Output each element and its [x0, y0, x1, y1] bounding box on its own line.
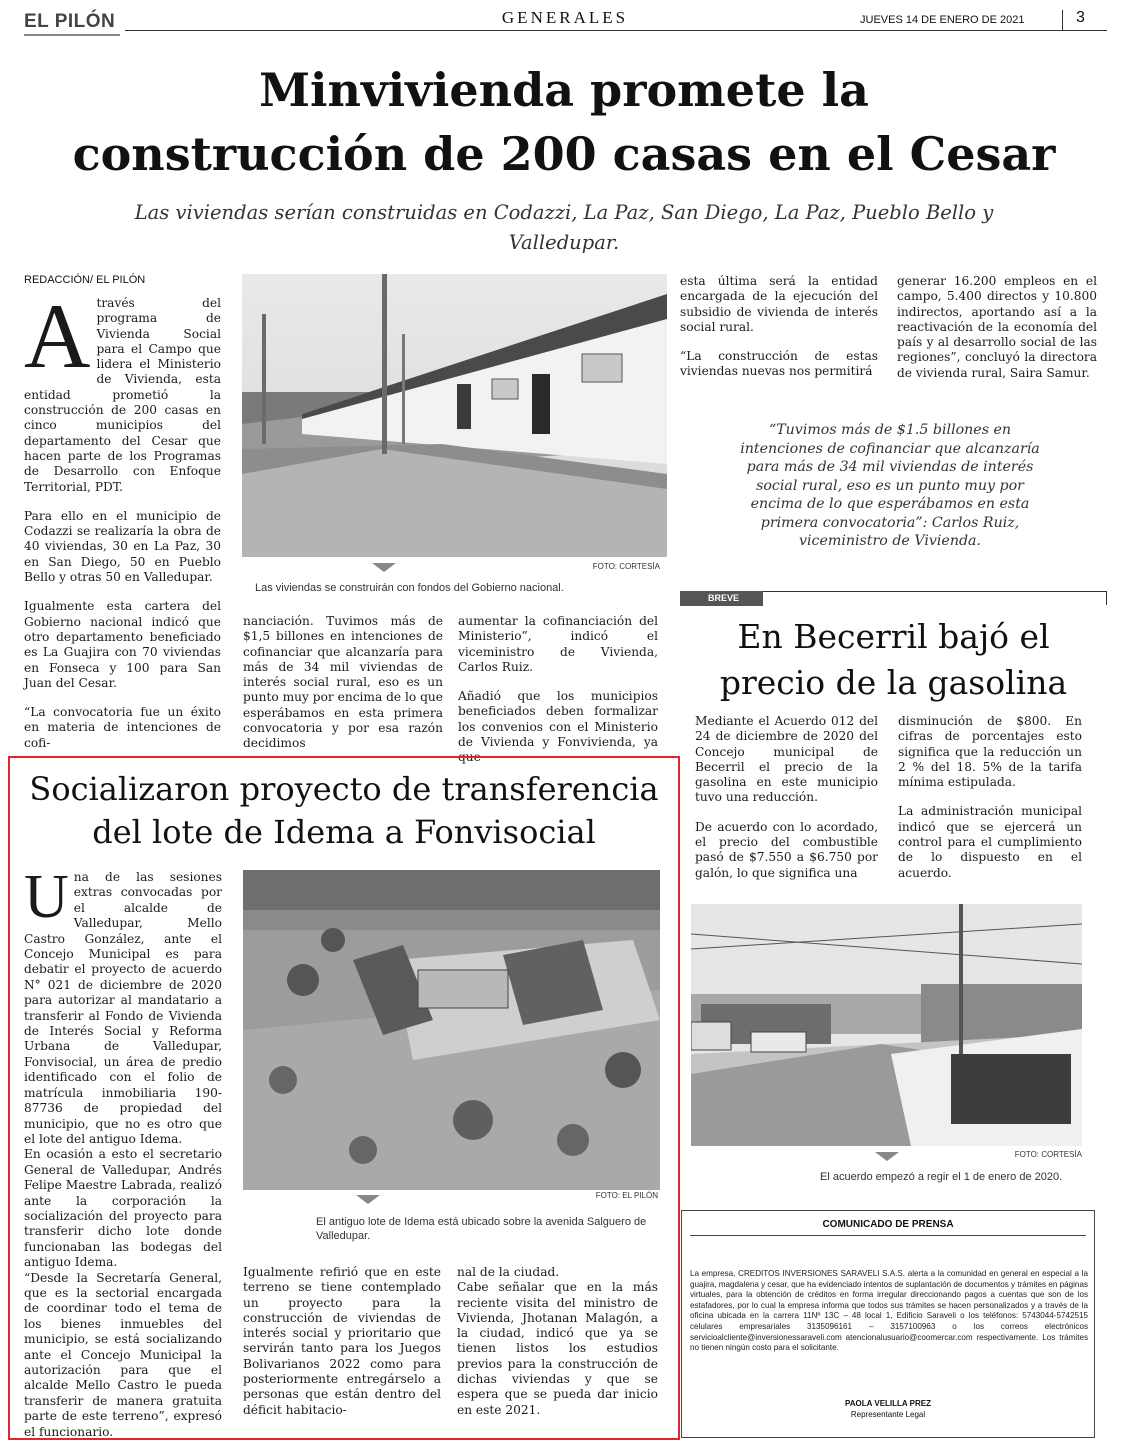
main-col-1 — [24, 285, 221, 765]
main-col2-p1: nanciación. Tuvimos más de $1,5 billones en intenciones de cofinanciar que alcanzaría para más de 34 mil viviendas de interés social rural, eso es un punto muy por encima de lo que esperábamos en esta primera convocatoria y por esa razón decidimos — [243, 614, 443, 751]
main-col3-p1: aumentar la cofinanciación del Ministerio”, indicó el viceministro de Vivienda, Carlos Ruiz. — [458, 614, 658, 674]
main-col5-p1: generar 16.200 empleos en el campo, 5.400 directos y 10.800 indirectos, aportando así a la reactivación de la economía del país y al desarrollo social de las regiones”, concluyó la directora de vivienda rural, Saira Samur. — [897, 274, 1097, 380]
header-rule — [125, 30, 1107, 31]
houses-photo-caption: Las viviendas se construirán con fondos del Gobierno nacional. — [255, 582, 564, 594]
street-caption-pointer — [875, 1152, 899, 1161]
brief-col2-p1: disminución de $800. En cifras de porcentajes esto significa que la reducción un 2 % del 18. 5% de la tarifa mínima estipulada. — [898, 714, 1082, 790]
byline: REDACCIÓN/ EL PILÓN — [24, 274, 146, 286]
idema-col-1 — [24, 863, 222, 1440]
issue-date: JUEVES 14 DE ENERO DE 2021 — [860, 14, 1025, 26]
notice-box — [681, 1210, 1095, 1438]
houses-photo-credit: FOTO: CORTESÍA — [592, 562, 660, 571]
main-col-2 — [243, 614, 443, 766]
idema-col1-p1: na de las sesiones extras convocadas por el alcalde de Valledupar, Mello Castro González, ante el Concejo Municipal es para debatir el proyecto de acuerdo N° 021 de diciembre de 2020 para autorizar al mandatario a transferir al Fondo de Vivienda de Interés Social y Reforma Urbana de Valledupar, Fonvisocial, un área de predio identificado con el folio de matrícula inmobiliaria 190- 87736 de propiedad del municipio, que no es otro que el lote del antiguo Idema. — [24, 870, 222, 1146]
main-subtitle — [0, 198, 1128, 258]
main-col-5 — [897, 274, 1097, 395]
main-subtitle-line1: Las viviendas serían construidas en Codazzi, La Paz, San Diego, La Paz, Pueblo Bello y — [134, 201, 994, 224]
header-divider — [1062, 10, 1063, 30]
houses-photo-illustration — [242, 274, 667, 557]
notice-title-rule — [690, 1235, 1086, 1236]
main-col1-p3: Igualmente esta cartera del Gobierno nacional indicó que otro departamento beneficiado es La Guajira con 70 viviendas en Fonseca y 100 para San Juan del Cesar. — [24, 599, 221, 690]
notice-signer-title: Representante Legal — [850, 1410, 926, 1419]
aerial-caption-pointer — [356, 1195, 380, 1204]
street-photo-illustration — [691, 904, 1082, 1146]
brief-col1-p2: De acuerdo con lo acordado, el precio del combustible pasó de $7.550 a $6.750 por galón, lo que significa una — [695, 819, 878, 880]
main-col-4 — [680, 274, 878, 394]
idema-col3-p2: Cabe señalar que en la más reciente visita del ministro de Vivienda, Jhotanan Malagón, a la ciudad, indicó que ya se tienen listos los estudios previos para la construcción de dichas viviendas y que se espera que se pueda dar inicio en este 2021. — [457, 1280, 658, 1417]
brief-headline-line2: precio de la gasolina — [719, 663, 1068, 702]
notice-title: COMUNICADO DE PRENSA — [822, 1219, 954, 1230]
main-headline — [0, 58, 1128, 186]
brief-headline-line1: En Becerril bajó el — [737, 617, 1050, 656]
dropcap-a: A — [24, 285, 91, 387]
notice-body: La empresa, CREDITOS INVERSIONES SARAVELI S.A.S. alerta a la comunidad en general en especial a la guajira, magdalena y cesar, que ha evidenciado intentos de suplantación de documentos y trámites en páginas virtuales, para la obtención de créditos en forma irregular direccionando pagos a cuentas que son de los estafadores, por lo cual la empresa informa que todos sus trámites se hacen personalizados y a través de la oficina ubicada en la carrera 11Nº 13C – 48 local 1, Edificio Saraveli o los teléfonos: 5743044-5742515 celulares empresariales 3135096161 – 3157100963 o los correos electrónicos servicioalcliente@inversionessaraveli.com atencionalusuario@coomercar.com respectivamente. Los trámites no tienen ningún costo para el solicitante. — [690, 1269, 1088, 1353]
idema-headline-line2: del lote de Idema a Fonvisocial — [92, 813, 596, 851]
main-headline-line1: Minvivienda promete la — [259, 63, 869, 117]
houses-photo — [242, 274, 667, 557]
brief-col2-p2: La administración municipal indicó que se ejercerá un control para el cumplimiento de lo dispuesto en el acuerdo. — [898, 804, 1082, 880]
brief-tag: BREVE — [680, 591, 763, 606]
aerial-photo — [243, 870, 660, 1190]
idema-col1-p2: En ocasión a esto el secretario General de Valledupar, Andrés Felipe Maestre Labrada, realizó ante la corporación la socialización del proyecto para transferir dicho lote donde funcionaban las bodegas del antiguo Idema. — [24, 1147, 222, 1270]
aerial-photo-credit: FOTO: EL PILÓN — [595, 1191, 658, 1200]
brief-col-1 — [695, 714, 878, 895]
notice-signer: PAOLA VELILLA PREZ — [845, 1399, 931, 1408]
section-name: GENERALES — [501, 8, 629, 27]
idema-col-3 — [457, 1265, 658, 1418]
main-subtitle-line2: Valledupar. — [508, 231, 620, 254]
houses-caption-pointer — [372, 563, 396, 572]
idema-headline — [10, 768, 678, 854]
logo: EL PILÓN — [24, 11, 116, 32]
main-col1-p1: través del programa de Vivienda Social para el Campo que lidera el Ministerio de Vivienda, esta entidad prometió la construcción de 200 casas en cinco municipios del departamento del Cesar que hacen parte de los Programas de Desarrollo con Enfoque Territorial, PDT. — [24, 296, 221, 494]
street-photo-credit: FOTO: CORTESÍA — [1014, 1150, 1082, 1159]
brief-col1-p1: Mediante el Acuerdo 012 del 24 de diciembre de 2020 del Concejo municipal de Becerril el precio de la gasolina en este municipio tuvo una reducción. — [695, 714, 878, 805]
main-col4-p1: esta última será la entidad encargada de la ejecución del subsidio de vivienda de interés social rural. — [680, 274, 878, 334]
brief-right-rule — [1106, 591, 1107, 605]
main-col1-p2: Para ello en el municipio de Codazzi se realizaría la obra de 40 viviendas, 30 en La Paz, 30 en San Diego, 50 en Pueblo Bello y otras 50 en Valledupar. — [24, 508, 221, 585]
idema-col3-p1: nal de la ciudad. — [457, 1265, 560, 1279]
pull-quote: “Tuvimos más de $1.5 billones en intenciones de cofinanciar que alcanzaría para más de 34 mil viviendas de interés social rural, eso es un punto muy por encima de lo que esperábamos en esta primera convocatoria”: Carlos Ruiz, viceministro de Vivienda. — [740, 422, 1040, 549]
main-col-3 — [458, 614, 658, 780]
brief-headline — [680, 614, 1107, 706]
idema-col1-p3: “Desde la Secretaría General, que es la sectorial encargada de coordinar todo el tema de los bienes inmuebles del municipio, se está socializando ante el Concejo Municipal la autorización para que el alcalde Mello Castro le pueda transferir de manera gratuita parte de este terreno”, expresó el funcionario. — [24, 1270, 222, 1439]
main-col1-p4: “La convocatoria fue un éxito en materia de intenciones de cofi- — [24, 705, 221, 750]
idema-headline-line1: Socializaron proyecto de transferencia — [29, 770, 659, 808]
aerial-photo-illustration — [243, 870, 660, 1190]
idema-col-2 — [243, 1265, 441, 1432]
main-col4-p2: “La construcción de estas viviendas nuevas nos permitirá — [680, 349, 878, 379]
street-photo — [691, 904, 1082, 1146]
aerial-photo-caption: El antiguo lote de Idema está ubicado sobre la avenida Salguero de Valledupar. — [316, 1216, 647, 1242]
idema-col2-p1: Igualmente refirió que en este terreno se tiene contemplado un proyecto para la construcción de viviendas de interés social y prioritario que servirán tanto para los Juegos Bolivarianos 2022 como para posteriormente entregárselo a personas que están dentro del déficit habitacio- — [243, 1265, 441, 1417]
page-number: 3 — [1076, 9, 1085, 26]
brief-col-2 — [898, 714, 1082, 895]
main-col3-p2: Añadió que los municipios beneficiados deben formalizar los convenios con el Ministerio de Vivienda y Fonvivienda, ya que — [458, 689, 658, 765]
logo-underline — [24, 34, 120, 36]
dropcap-u: U — [24, 863, 69, 931]
main-headline-line2: construcción de 200 casas en el Cesar — [72, 127, 1056, 181]
street-photo-caption: El acuerdo empezó a regir el 1 de enero de 2020. — [820, 1171, 1063, 1183]
